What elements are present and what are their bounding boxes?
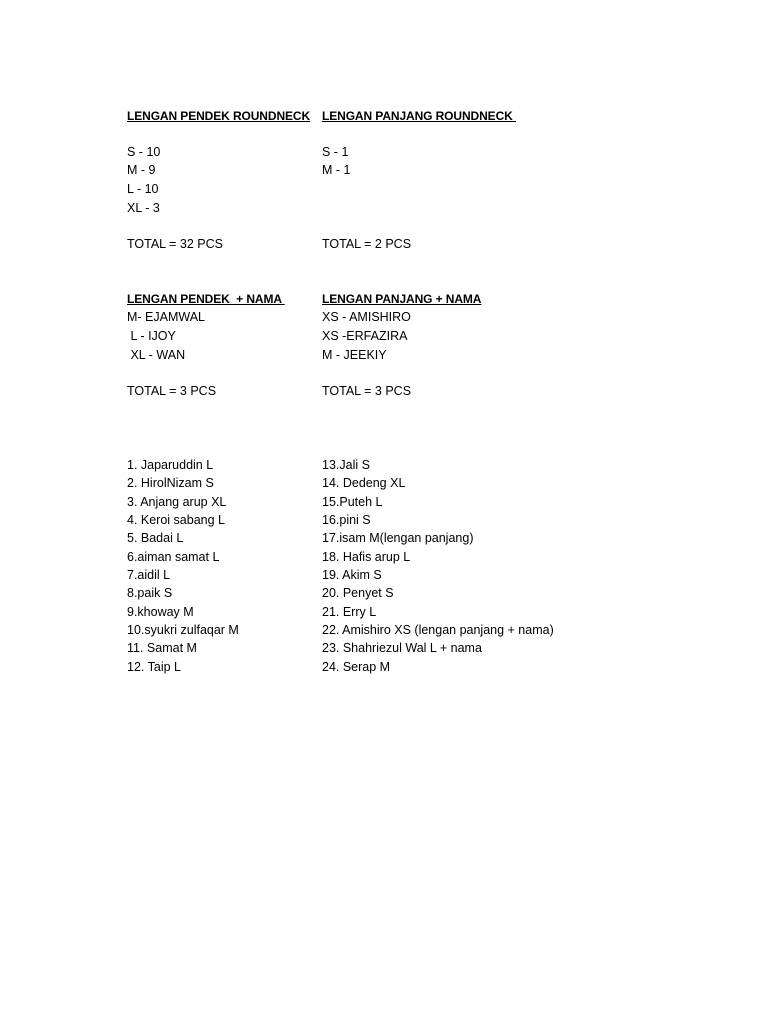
list-item: 17.isam M(lengan panjang) [322, 531, 474, 545]
total-line: TOTAL = 3 PCS [127, 384, 217, 398]
list-item: 12. Taip L [127, 660, 181, 674]
list-item: 4. Keroi sabang L [127, 513, 225, 527]
size-line: M - 9 [127, 163, 156, 177]
list-item: 22. Amishiro XS (lengan panjang + nama) [322, 623, 554, 637]
list-item: 19. Akim S [322, 568, 382, 582]
name-size-line: XS - AMISHIRO [322, 310, 411, 324]
list-item: 18. Hafis arup L [322, 550, 411, 564]
list-item: 13.Jali S [322, 458, 370, 472]
list-item: 11. Samat M [127, 641, 197, 655]
list-item: 14. Dedeng XL [322, 476, 406, 490]
size-line: S - 1 [322, 145, 349, 159]
list-item: 20. Penyet S [322, 586, 394, 600]
name-size-line: M - JEEKIY [322, 348, 387, 362]
list-item: 21. Erry L [322, 605, 377, 619]
list-item: 23. Shahriezul Wal L + nama [322, 641, 482, 655]
list-item: 24. Serap M [322, 660, 391, 674]
total-line: TOTAL = 2 PCS [322, 237, 412, 251]
total-line: TOTAL = 3 PCS [322, 384, 412, 398]
list-item: 9.khoway M [127, 605, 194, 619]
size-line: S - 10 [127, 145, 161, 159]
heading-lengan-panjang-nama: LENGAN PANJANG + NAMA [322, 292, 482, 306]
total-line: TOTAL = 32 PCS [127, 237, 223, 251]
list-item: 2. HirolNizam S [127, 476, 214, 490]
size-line: XL - 3 [127, 201, 160, 215]
size-line: M - 1 [322, 163, 351, 177]
list-item: 15.Puteh L [322, 495, 383, 509]
name-size-line: XS -ERFAZIRA [322, 329, 408, 343]
list-item: 3. Anjang arup XL [127, 495, 227, 509]
name-size-line: XL - WAN [127, 348, 186, 362]
heading-lengan-pendek-roundneck: LENGAN PENDEK ROUNDNECK [127, 109, 311, 123]
list-item: 5. Badai L [127, 531, 184, 545]
name-size-line: L - IJOY [127, 329, 176, 343]
list-item: 8.paik S [127, 586, 173, 600]
list-item: 6.aiman samat L [127, 550, 220, 564]
size-line: L - 10 [127, 182, 159, 196]
name-size-line: M- EJAMWAL [127, 310, 206, 324]
heading-lengan-pendek-nama: LENGAN PENDEK + NAMA [127, 292, 285, 306]
heading-lengan-panjang-roundneck: LENGAN PANJANG ROUNDNECK [322, 109, 516, 123]
list-item: 1. Japaruddin L [127, 458, 214, 472]
list-item: 7.aidil L [127, 568, 171, 582]
list-item: 16.pini S [322, 513, 371, 527]
list-item: 10.syukri zulfaqar M [127, 623, 239, 637]
